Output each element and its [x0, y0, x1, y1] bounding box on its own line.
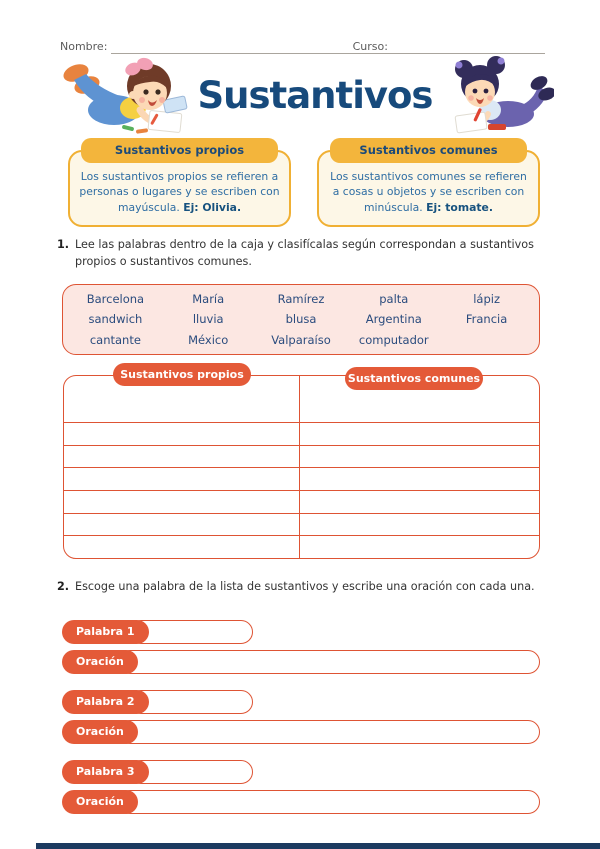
- page-title: Sustantivos: [197, 73, 433, 117]
- classification-table: [63, 368, 540, 559]
- exercise2-number: 2.: [57, 580, 70, 594]
- comunes-card-title: Sustantivos comunes: [330, 138, 526, 163]
- oracion-1-input[interactable]: [118, 650, 540, 674]
- word-item: Ramírez: [277, 291, 325, 306]
- comunes-column-header: Sustantivos comunes: [345, 367, 483, 390]
- comunes-card: [317, 138, 540, 227]
- word-item: María: [192, 291, 225, 306]
- answer-fields: [0, 596, 600, 814]
- word-item: Francia: [465, 312, 508, 327]
- field-row: [62, 620, 540, 644]
- exercise1-text: Lee las palabras dentro de la caja y clasifícalas según correspondan a sustantivos propios o sustantivos comunes.: [75, 237, 534, 268]
- word-item: México: [188, 332, 229, 347]
- name-course-writing-line[interactable]: [111, 40, 545, 54]
- palabra-3-label: Palabra 3: [62, 760, 149, 784]
- field-row: [62, 760, 540, 784]
- comunes-answer-cell[interactable]: [300, 446, 539, 468]
- name-label: Nombre:: [60, 40, 108, 53]
- comunes-card-text: Los sustantivos comunes se refieren a cosas u objetos y se escriben con minúscula.: [330, 170, 527, 214]
- table-row: [64, 422, 539, 445]
- propios-answer-cell[interactable]: [64, 446, 300, 468]
- word-item: lápiz: [473, 291, 500, 306]
- propios-card-title: Sustantivos propios: [81, 138, 277, 163]
- exercise1-instruction: [0, 227, 600, 271]
- word-item: Barcelona: [86, 291, 145, 306]
- palabra-2-label: Palabra 2: [62, 690, 149, 714]
- title-row: [0, 54, 600, 134]
- propios-answer-cell[interactable]: [64, 423, 300, 445]
- word-item: cantante: [89, 332, 141, 347]
- word-item: blusa: [285, 312, 317, 327]
- word-item: palta: [379, 291, 409, 306]
- propios-column-header: Sustantivos propios: [113, 363, 251, 386]
- word-item: Argentina: [365, 312, 422, 327]
- course-label: Curso:: [352, 40, 388, 53]
- exercise1-number: 1.: [57, 237, 70, 251]
- oracion-2-input[interactable]: [118, 720, 540, 744]
- propios-card: [68, 138, 291, 227]
- comunes-answer-cell[interactable]: [300, 491, 539, 513]
- oracion-2-label: Oración: [62, 720, 138, 744]
- propios-answer-cell[interactable]: [64, 536, 300, 558]
- propios-answer-cell[interactable]: [64, 514, 300, 536]
- oracion-1-label: Oración: [62, 650, 138, 674]
- word-item: lluvia: [192, 312, 224, 327]
- comunes-answer-cell[interactable]: [300, 423, 539, 445]
- girl-drawing-illustration: [56, 56, 188, 134]
- field-row: [62, 650, 540, 674]
- word-item: sandwich: [88, 312, 143, 327]
- word-item: computador: [358, 332, 429, 347]
- exercise2-instruction: [0, 559, 600, 596]
- table-row: [64, 513, 539, 536]
- propios-answer-cell[interactable]: [64, 491, 300, 513]
- table-row: [64, 490, 539, 513]
- comunes-card-example: Ej: tomate.: [426, 200, 493, 214]
- word-box: [62, 284, 540, 356]
- oracion-3-label: Oración: [62, 790, 138, 814]
- palabra-1-label: Palabra 1: [62, 620, 149, 644]
- field-row: [62, 720, 540, 744]
- definition-cards: [0, 134, 600, 227]
- girl-writing-illustration: [442, 56, 554, 134]
- exercise2-text: Escoge una palabra de la lista de sustantivos y escribe una oración con cada una.: [75, 580, 535, 594]
- header-row: [0, 0, 600, 54]
- propios-answer-cell[interactable]: [64, 468, 300, 490]
- comunes-answer-cell[interactable]: [300, 514, 539, 536]
- comunes-answer-cell[interactable]: [300, 468, 539, 490]
- comunes-answer-cell[interactable]: [300, 536, 539, 558]
- field-row: [62, 790, 540, 814]
- oracion-3-input[interactable]: [118, 790, 540, 814]
- table-row: [64, 445, 539, 468]
- propios-card-example: Ej: Olivia.: [183, 200, 242, 214]
- table-row: [64, 467, 539, 490]
- word-item: Valparaíso: [271, 332, 331, 347]
- table-row: [64, 535, 539, 558]
- footer-bar: [36, 843, 600, 849]
- field-row: [62, 690, 540, 714]
- propios-card-text: Los sustantivos propios se refieren a personas o lugares y se escriben con mayúscula.: [79, 170, 280, 214]
